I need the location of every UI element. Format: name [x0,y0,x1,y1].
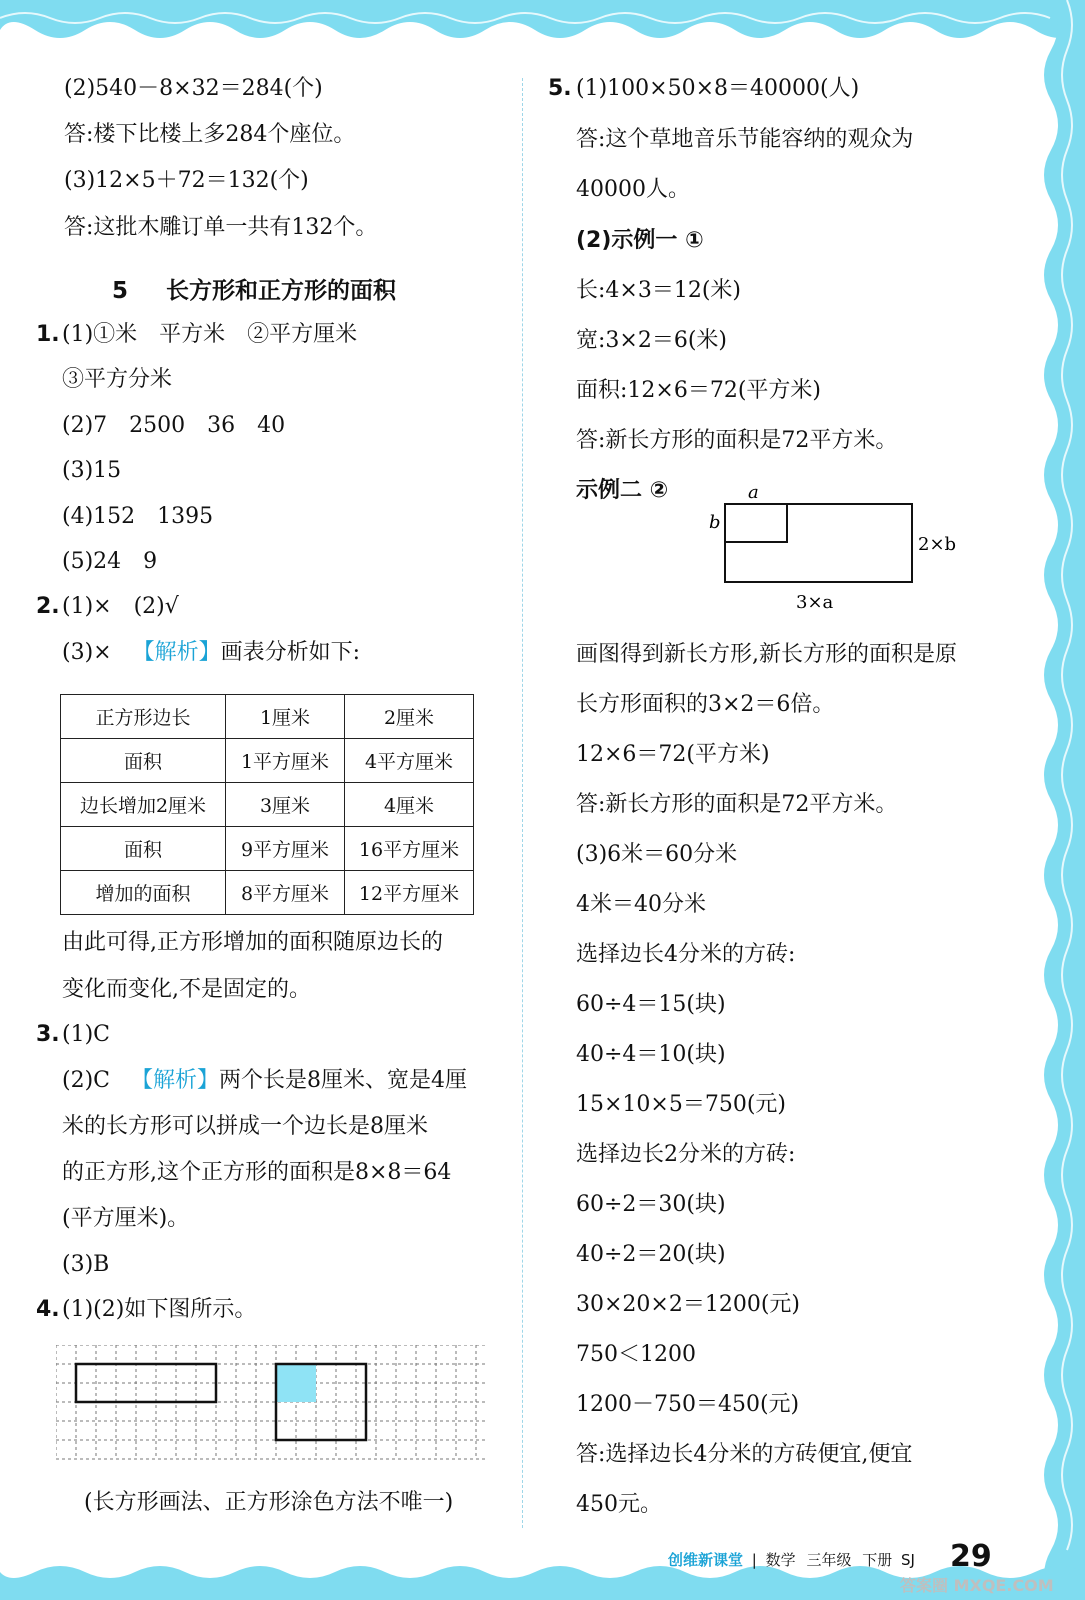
section-title: 长方形和正方形的面积 [166,278,397,304]
shaded-square [276,1364,316,1402]
answer-line: 选择边长2分米的方砖: [576,1142,796,1167]
answer-line: (1)①米 平方米 ②平方厘米 [62,322,358,347]
question-number: 5. [548,76,572,101]
answer-line: (1)100×50×8＝40000(人) [576,76,860,101]
answer-line: 答:新长方形的面积是72平方米。 [576,428,898,453]
question-number: 4. [36,1297,60,1322]
table-cell: 3厘米 [226,783,345,827]
answer-line: 60÷4＝15(块) [576,992,726,1017]
answer-line: (3)12×5＋72＝132(个) [64,168,309,193]
answer-line: 面积:12×6＝72(平方米) [576,378,821,403]
answer-line: ③平方分米 [62,367,173,392]
answer-line: 画图得到新长方形,新长方形的面积是原 [576,642,957,667]
table-cell: 正方形边长 [61,695,226,739]
answer-line: 变化而变化,不是固定的。 [62,977,311,1002]
table-cell: 12平方厘米 [345,871,474,915]
volume: 下册 [862,1551,893,1569]
answer-line: 1200－750＝450(元) [576,1392,800,1417]
answer-line: 由此可得,正方形增加的面积随原边长的 [62,930,443,955]
subject: 数学 [765,1551,796,1569]
answer-line: (3)15 [62,458,122,483]
answer-line: 选择边长4分米的方砖: [576,942,796,967]
page-number: 29 [950,1539,992,1574]
answer-line: 30×20×2＝1200(元) [576,1292,801,1317]
answer-line: 答:这个草地音乐节能容纳的观众为 [576,127,914,152]
figure-caption: (长方形画法、正方形涂色方法不唯一) [84,1490,454,1515]
section-heading [112,272,396,305]
table-cell: 4平方厘米 [345,739,474,783]
answer-line: 答:选择边长4分米的方砖便宜,便宜 [576,1442,913,1467]
table-cell: 2厘米 [345,695,474,739]
answer-line: 450元。 [576,1492,662,1517]
footer-info: 创维新课堂 | 数学 三年级 下册 SJ [668,1551,915,1569]
rectangle-diagram [700,482,980,618]
right-wave-border [1027,0,1085,1600]
question-number: 1. [36,322,60,347]
analysis-line [62,1066,467,1096]
analysis-text: 画表分析如下: [220,640,361,665]
answer-line: 60÷2＝30(块) [576,1192,726,1217]
table-row [61,827,474,871]
analysis-tag: 【解析】 [131,1068,220,1093]
answer-line: (1)C [62,1022,110,1047]
answer-line: 答:新长方形的面积是72平方米。 [576,792,898,817]
answer-line: 40÷4＝10(块) [576,1042,726,1067]
answer-text: (2)C [62,1068,110,1093]
label-b: b [709,512,721,533]
answer-line: 750＜1200 [576,1342,696,1367]
answer-line: (1)× (2)√ [62,594,179,619]
section-number: 5 [112,278,129,304]
answer-line: 40000人。 [576,177,690,202]
grade: 三年级 [806,1551,852,1569]
question-number: 2. [36,594,60,619]
watermark: 答案圈 MXQE.COM [900,1576,1054,1595]
example-heading: 示例二 ② [576,478,669,503]
answer-line: (2)540－8×32＝284(个) [64,76,323,101]
table-cell: 1厘米 [226,695,345,739]
table-cell: 8平方厘米 [226,871,345,915]
table-cell: 面积 [61,827,226,871]
answer-line: 12×6＝72(平方米) [576,742,770,767]
answer-line: (3)B [62,1252,110,1277]
answer-line: 长:4×3＝12(米) [576,278,742,303]
label-a: a [748,482,759,503]
answer-line: 15×10×5＝750(元) [576,1092,787,1117]
table-cell: 1平方厘米 [226,739,345,783]
answer-line: (2)7 2500 36 40 [62,413,286,438]
analysis-line [62,638,360,668]
analysis-tag: 【解析】 [132,640,221,665]
question-number: 3. [36,1022,60,1047]
analysis-table [60,694,474,915]
answer-line: (5)24 9 [62,549,158,574]
table-cell: 边长增加2厘米 [61,783,226,827]
answer-line: 宽:3×2＝6(米) [576,328,728,353]
original-rectangle [725,504,787,542]
answer-line: 长方形面积的3×2＝6倍。 [576,692,835,717]
answer-line: 的正方形,这个正方形的面积是8×8＝64 [62,1160,452,1185]
answer-line: 答:楼下比楼上多284个座位。 [64,122,356,147]
answer-line: 40÷2＝20(块) [576,1242,726,1267]
answer-line: (3)6米＝60分米 [576,842,738,867]
table-cell: 面积 [61,739,226,783]
answer-line: (4)152 1395 [62,504,214,529]
table-row [61,739,474,783]
table-cell: 4厘米 [345,783,474,827]
top-wave-border [0,0,1085,60]
answer-line: (平方厘米)。 [62,1206,190,1231]
answer-line: 米的长方形可以拼成一个边长是8厘米 [62,1114,428,1139]
answer-line: 4米＝40分米 [576,892,706,917]
label-3a: 3×a [796,592,834,613]
table-cell: 9平方厘米 [226,827,345,871]
label-2b: 2×b [918,534,957,555]
answer-line: 答:这批木雕订单一共有132个。 [64,215,378,240]
table-cell: 增加的面积 [61,871,226,915]
table-cell: 16平方厘米 [345,827,474,871]
answer-text: (3)× [62,640,112,665]
example-heading: (2)示例一 ① [576,228,704,253]
analysis-text: 两个长是8厘米、宽是4厘 [219,1068,468,1093]
table-row [61,783,474,827]
answer-line: (1)(2)如下图所示。 [62,1297,257,1322]
brand-name: 创维新课堂 [668,1551,744,1569]
edition: SJ [901,1551,915,1569]
table-row [61,871,474,915]
table-row [61,695,474,739]
column-divider [522,78,523,1528]
grid-drawing [56,1345,486,1465]
